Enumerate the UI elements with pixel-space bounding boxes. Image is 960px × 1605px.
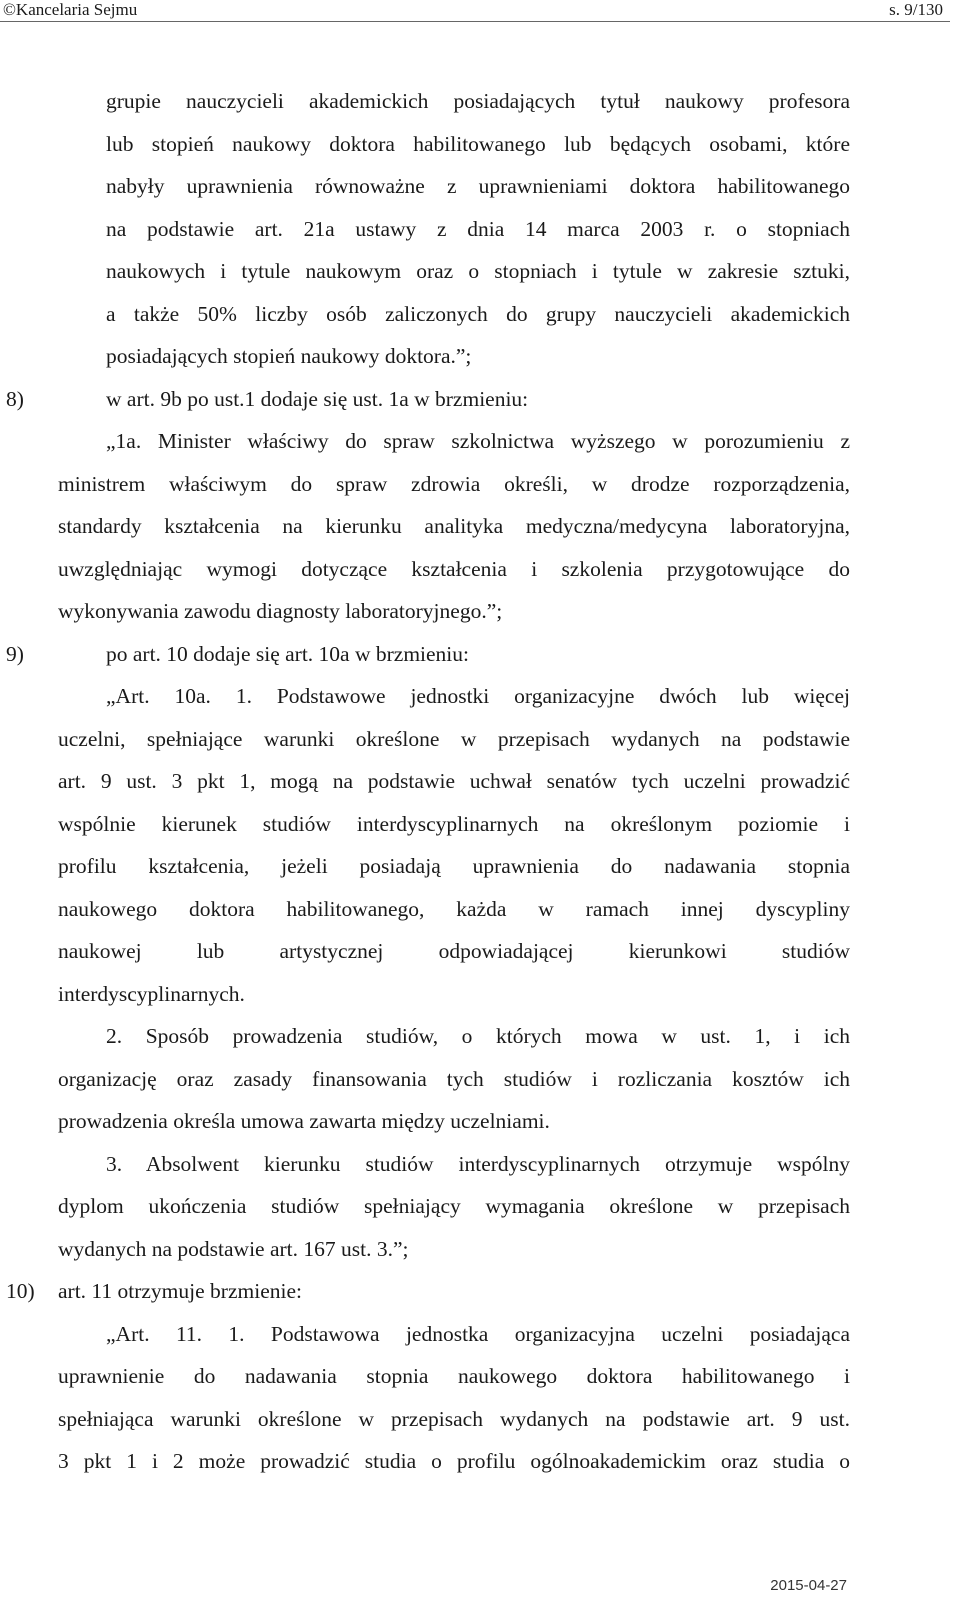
page-header: [0, 0, 960, 26]
text-line: naukowego doktora habilitowanego, każda w ramach innej dyscypliny: [58, 896, 850, 921]
item-number: 8): [6, 386, 24, 411]
text-line: wykonywania zawodu diagnosty laboratoryjnego.”;: [58, 599, 503, 623]
text-line: naukowych i tytule naukowym oraz o stopniach i tytule w zakresie sztuki,: [106, 259, 850, 283]
text-line: 3. Absolwent kierunku studiów interdyscyplinarnych otrzymuje wspólny: [106, 1151, 850, 1176]
text-line: na podstawie art. 21a ustawy z dnia 14 marca 2003 r. o stopniach: [106, 216, 850, 241]
text-line: uwzględniając wymogi dotyczące kształcenia i szkolenia przygotowujące do: [58, 556, 850, 581]
item-number: 9): [6, 641, 24, 666]
text-line: art. 9 ust. 3 pkt 1, mogą na podstawie uchwał senatów tych uczelni prowadzić: [58, 769, 850, 793]
text-line: organizację oraz zasady finansowania tych studiów i rozliczania kosztów ich: [58, 1066, 850, 1091]
text-line: grupie nauczycieli akademickich posiadających tytuł naukowy profesora: [106, 89, 850, 113]
text-line: art. 11 otrzymuje brzmienie:: [58, 1279, 302, 1303]
list-item-10: [0, 1270, 960, 1313]
text-line: standardy kształcenia na kierunku analityka medyczna/medycyna laboratoryjna,: [58, 514, 850, 538]
text-line: „Art. 11. 1. Podstawowa jednostka organizacyjna uczelni posiadająca: [106, 1321, 850, 1346]
text-line: w art. 9b po ust.1 dodaje się ust. 1a w brzmieniu:: [106, 386, 529, 411]
text-line: „Art. 10a. 1. Podstawowe jednostki organizacyjne dwóch lub więcej: [106, 684, 850, 708]
text-line: interdyscyplinarnych.: [58, 981, 245, 1006]
document-body: [0, 80, 960, 1483]
list-item-9: [0, 633, 960, 676]
text-line: uczelni, spełniające warunki określone w przepisach wydanych na podstawie: [58, 726, 850, 751]
text-line: po art. 10 dodaje się art. 10a w brzmieniu:: [106, 641, 470, 666]
list-item-8: [0, 378, 960, 421]
text-line: dyplom ukończenia studiów spełniający wymagania określone w przepisach: [58, 1194, 850, 1218]
text-line: naukowej lub artystycznej odpowiadającej kierunkowi studiów: [58, 939, 850, 963]
text-line: prowadzenia określa umowa zawarta między uczelniami.: [58, 1109, 550, 1133]
text-line: wspólnie kierunek studiów interdyscyplinarnych na określonym poziomie i: [58, 811, 850, 836]
text-line: profilu kształcenia, jeżeli posiadają uprawnienia do nadawania stopnia: [58, 854, 850, 878]
text-line: spełniająca warunki określone w przepisach wydanych na podstawie art. 9 ust.: [58, 1406, 850, 1431]
text-line: 3 pkt 1 i 2 może prowadzić studia o profilu ogólnoakademickim oraz studia o: [58, 1449, 850, 1473]
text-line: nabyły uprawnienia równoważne z uprawnieniami doktora habilitowanego: [106, 174, 850, 198]
copyright-label: ©Kancelaria Sejmu: [3, 0, 138, 19]
text-line: lub stopień naukowy doktora habilitowanego lub będących osobami, które: [106, 131, 850, 156]
text-line: posiadających stopień naukowy doktora.”;: [106, 344, 472, 368]
text-line: 2. Sposób prowadzenia studiów, o których mowa w ust. 1, i ich: [106, 1024, 850, 1048]
text-line: uprawnienie do nadawania stopnia naukowego doktora habilitowanego i: [58, 1364, 850, 1388]
text-line: ministrem właściwym do spraw zdrowia określi, w drodze rozporządzenia,: [58, 471, 850, 496]
item-number: 10): [6, 1279, 35, 1303]
text-line: „1a. Minister właściwy do spraw szkolnictwa wyższego w porozumieniu z: [106, 429, 850, 453]
text-line: wydanych na podstawie art. 167 ust. 3.”;: [58, 1236, 409, 1261]
header-divider: [0, 21, 950, 22]
text-line: a także 50% liczby osób zaliczonych do grupy nauczycieli akademickich: [106, 301, 850, 326]
page-number: s. 9/130: [889, 0, 943, 19]
document-date: 2015-04-27: [770, 1577, 847, 1594]
